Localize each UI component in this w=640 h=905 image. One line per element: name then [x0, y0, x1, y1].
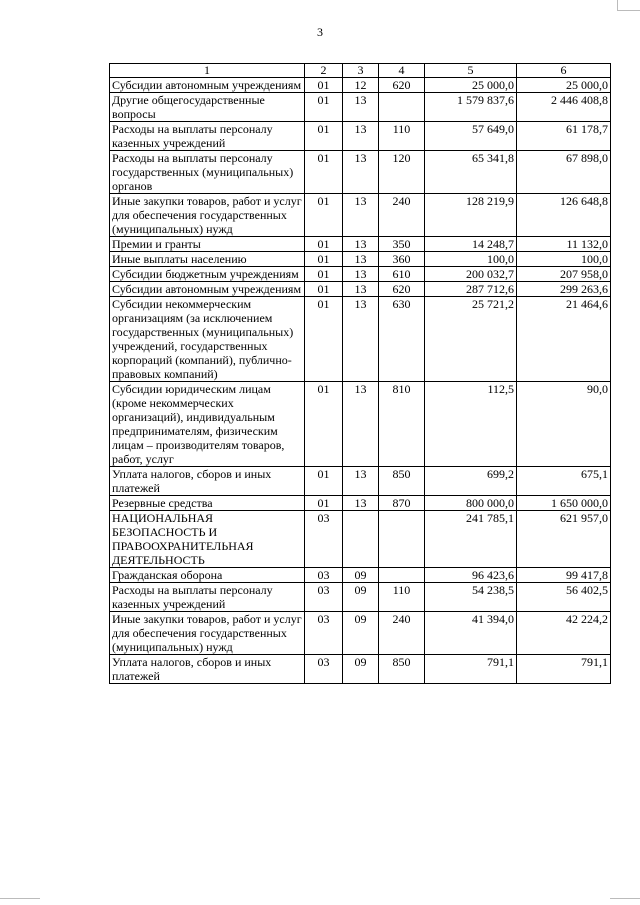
- col-header-amount-1: 5: [425, 64, 517, 78]
- scan-edge-line: [0, 898, 40, 899]
- col-header-section: 2: [305, 64, 343, 78]
- table-row: [110, 511, 611, 568]
- cell-amount-2: 100,0: [517, 252, 611, 267]
- cell-amount-2: 2 446 408,8: [517, 93, 611, 122]
- table-row: [110, 382, 611, 467]
- cell-subsection: 13: [343, 297, 379, 382]
- cell-section: 01: [305, 252, 343, 267]
- cell-name: Уплата налогов, сборов и иных платежей: [110, 655, 305, 684]
- table-row: [110, 78, 611, 93]
- cell-section: 01: [305, 237, 343, 252]
- cell-amount-2: 126 648,8: [517, 194, 611, 237]
- cell-amount-2: 21 464,6: [517, 297, 611, 382]
- scan-corner-mark: [617, 0, 640, 11]
- scan-edge-line: [610, 898, 640, 899]
- cell-section: 01: [305, 382, 343, 467]
- cell-section: 01: [305, 267, 343, 282]
- cell-amount-1: 96 423,6: [425, 568, 517, 583]
- cell-expense-type: [379, 568, 425, 583]
- cell-name: Субсидии бюджетным учреждениям: [110, 267, 305, 282]
- table-row: [110, 612, 611, 655]
- cell-name: НАЦИОНАЛЬНАЯ БЕЗОПАСНОСТЬ И ПРАВООХРАНИТЕЛЬНАЯ ДЕЯТЕЛЬНОСТЬ: [110, 511, 305, 568]
- cell-section: 01: [305, 467, 343, 496]
- table-row: [110, 297, 611, 382]
- cell-amount-1: 1 579 837,6: [425, 93, 517, 122]
- cell-expense-type: 350: [379, 237, 425, 252]
- cell-section: 01: [305, 93, 343, 122]
- cell-expense-type: 360: [379, 252, 425, 267]
- cell-name: Субсидии юридическим лицам (кроме некоммерческих организаций), индивидуальным предпринимателям, физическим лицам – производителям товаров, работ, услуг: [110, 382, 305, 467]
- cell-subsection: 09: [343, 612, 379, 655]
- header-row: [110, 64, 611, 78]
- cell-amount-2: 90,0: [517, 382, 611, 467]
- cell-amount-1: 25 721,2: [425, 297, 517, 382]
- cell-name: Расходы на выплаты персоналу казенных учреждений: [110, 122, 305, 151]
- cell-subsection: 13: [343, 93, 379, 122]
- col-header-amount-2: 6: [517, 64, 611, 78]
- table-row: [110, 122, 611, 151]
- cell-amount-2: 67 898,0: [517, 151, 611, 194]
- cell-expense-type: [379, 511, 425, 568]
- cell-section: 03: [305, 655, 343, 684]
- cell-expense-type: 620: [379, 78, 425, 93]
- col-header-subsection: 3: [343, 64, 379, 78]
- cell-name: Гражданская оборона: [110, 568, 305, 583]
- cell-amount-1: 287 712,6: [425, 282, 517, 297]
- cell-subsection: 13: [343, 467, 379, 496]
- table-row: [110, 194, 611, 237]
- cell-expense-type: 240: [379, 194, 425, 237]
- table-row: [110, 568, 611, 583]
- cell-subsection: 13: [343, 382, 379, 467]
- cell-expense-type: 110: [379, 583, 425, 612]
- cell-name: Субсидии автономным учреждениям: [110, 282, 305, 297]
- cell-amount-2: 56 402,5: [517, 583, 611, 612]
- cell-amount-2: 791,1: [517, 655, 611, 684]
- cell-section: 01: [305, 297, 343, 382]
- cell-amount-1: 65 341,8: [425, 151, 517, 194]
- cell-amount-2: 99 417,8: [517, 568, 611, 583]
- table-body: [110, 78, 611, 684]
- cell-expense-type: 850: [379, 467, 425, 496]
- cell-section: 01: [305, 78, 343, 93]
- cell-subsection: 09: [343, 568, 379, 583]
- cell-name: Иные выплаты населению: [110, 252, 305, 267]
- table-row: [110, 583, 611, 612]
- cell-name: Субсидии некоммерческим организациям (за исключением государственных (муниципальных) учреждений, государственных корпораций (компаний), публично-правовых компаний): [110, 297, 305, 382]
- cell-amount-1: 14 248,7: [425, 237, 517, 252]
- cell-subsection: 12: [343, 78, 379, 93]
- cell-name: Иные закупки товаров, работ и услуг для обеспечения государственных (муниципальных) нужд: [110, 612, 305, 655]
- cell-amount-2: 1 650 000,0: [517, 496, 611, 511]
- cell-amount-2: 25 000,0: [517, 78, 611, 93]
- cell-expense-type: 850: [379, 655, 425, 684]
- cell-amount-1: 57 649,0: [425, 122, 517, 151]
- cell-section: 01: [305, 151, 343, 194]
- cell-expense-type: [379, 93, 425, 122]
- cell-name: Уплата налогов, сборов и иных платежей: [110, 467, 305, 496]
- cell-section: 03: [305, 612, 343, 655]
- table-row: [110, 267, 611, 282]
- cell-section: 01: [305, 194, 343, 237]
- cell-amount-1: 128 219,9: [425, 194, 517, 237]
- cell-name: Другие общегосударственные вопросы: [110, 93, 305, 122]
- cell-amount-2: 11 132,0: [517, 237, 611, 252]
- page-number: 3: [317, 25, 323, 39]
- cell-section: 01: [305, 282, 343, 297]
- cell-expense-type: 630: [379, 297, 425, 382]
- cell-name: Расходы на выплаты персоналу казенных учреждений: [110, 583, 305, 612]
- cell-expense-type: 870: [379, 496, 425, 511]
- cell-section: 03: [305, 511, 343, 568]
- table-row: [110, 151, 611, 194]
- cell-amount-1: 100,0: [425, 252, 517, 267]
- cell-name: Премии и гранты: [110, 237, 305, 252]
- col-header-name: 1: [110, 64, 305, 78]
- table-row: [110, 655, 611, 684]
- cell-amount-2: 61 178,7: [517, 122, 611, 151]
- cell-name: Расходы на выплаты персоналу государственных (муниципальных) органов: [110, 151, 305, 194]
- cell-expense-type: 110: [379, 122, 425, 151]
- cell-amount-2: 299 263,6: [517, 282, 611, 297]
- table-row: [110, 282, 611, 297]
- cell-amount-1: 54 238,5: [425, 583, 517, 612]
- cell-expense-type: 810: [379, 382, 425, 467]
- cell-subsection: 13: [343, 122, 379, 151]
- cell-expense-type: 120: [379, 151, 425, 194]
- cell-expense-type: 240: [379, 612, 425, 655]
- cell-amount-1: 25 000,0: [425, 78, 517, 93]
- cell-amount-1: 41 394,0: [425, 612, 517, 655]
- cell-subsection: 09: [343, 583, 379, 612]
- cell-expense-type: 620: [379, 282, 425, 297]
- cell-amount-1: 241 785,1: [425, 511, 517, 568]
- cell-subsection: 09: [343, 655, 379, 684]
- table-row: [110, 496, 611, 511]
- cell-amount-1: 791,1: [425, 655, 517, 684]
- cell-subsection: 13: [343, 151, 379, 194]
- cell-amount-2: 207 958,0: [517, 267, 611, 282]
- table-row: [110, 93, 611, 122]
- cell-section: 03: [305, 568, 343, 583]
- cell-amount-2: 42 224,2: [517, 612, 611, 655]
- cell-subsection: 13: [343, 282, 379, 297]
- cell-amount-1: 112,5: [425, 382, 517, 467]
- cell-expense-type: 610: [379, 267, 425, 282]
- budget-table: [109, 63, 611, 684]
- cell-amount-1: 699,2: [425, 467, 517, 496]
- cell-subsection: 13: [343, 496, 379, 511]
- cell-subsection: 13: [343, 252, 379, 267]
- cell-section: 01: [305, 496, 343, 511]
- cell-name: Иные закупки товаров, работ и услуг для обеспечения государственных (муниципальных) нужд: [110, 194, 305, 237]
- table-row: [110, 252, 611, 267]
- cell-section: 01: [305, 122, 343, 151]
- table-row: [110, 237, 611, 252]
- cell-subsection: 13: [343, 267, 379, 282]
- cell-name: Субсидии автономным учреждениям: [110, 78, 305, 93]
- cell-name: Резервные средства: [110, 496, 305, 511]
- cell-subsection: 13: [343, 237, 379, 252]
- cell-amount-2: 621 957,0: [517, 511, 611, 568]
- cell-subsection: [343, 511, 379, 568]
- cell-section: 03: [305, 583, 343, 612]
- table-row: [110, 467, 611, 496]
- col-header-expense-type: 4: [379, 64, 425, 78]
- cell-subsection: 13: [343, 194, 379, 237]
- cell-amount-1: 200 032,7: [425, 267, 517, 282]
- cell-amount-2: 675,1: [517, 467, 611, 496]
- cell-amount-1: 800 000,0: [425, 496, 517, 511]
